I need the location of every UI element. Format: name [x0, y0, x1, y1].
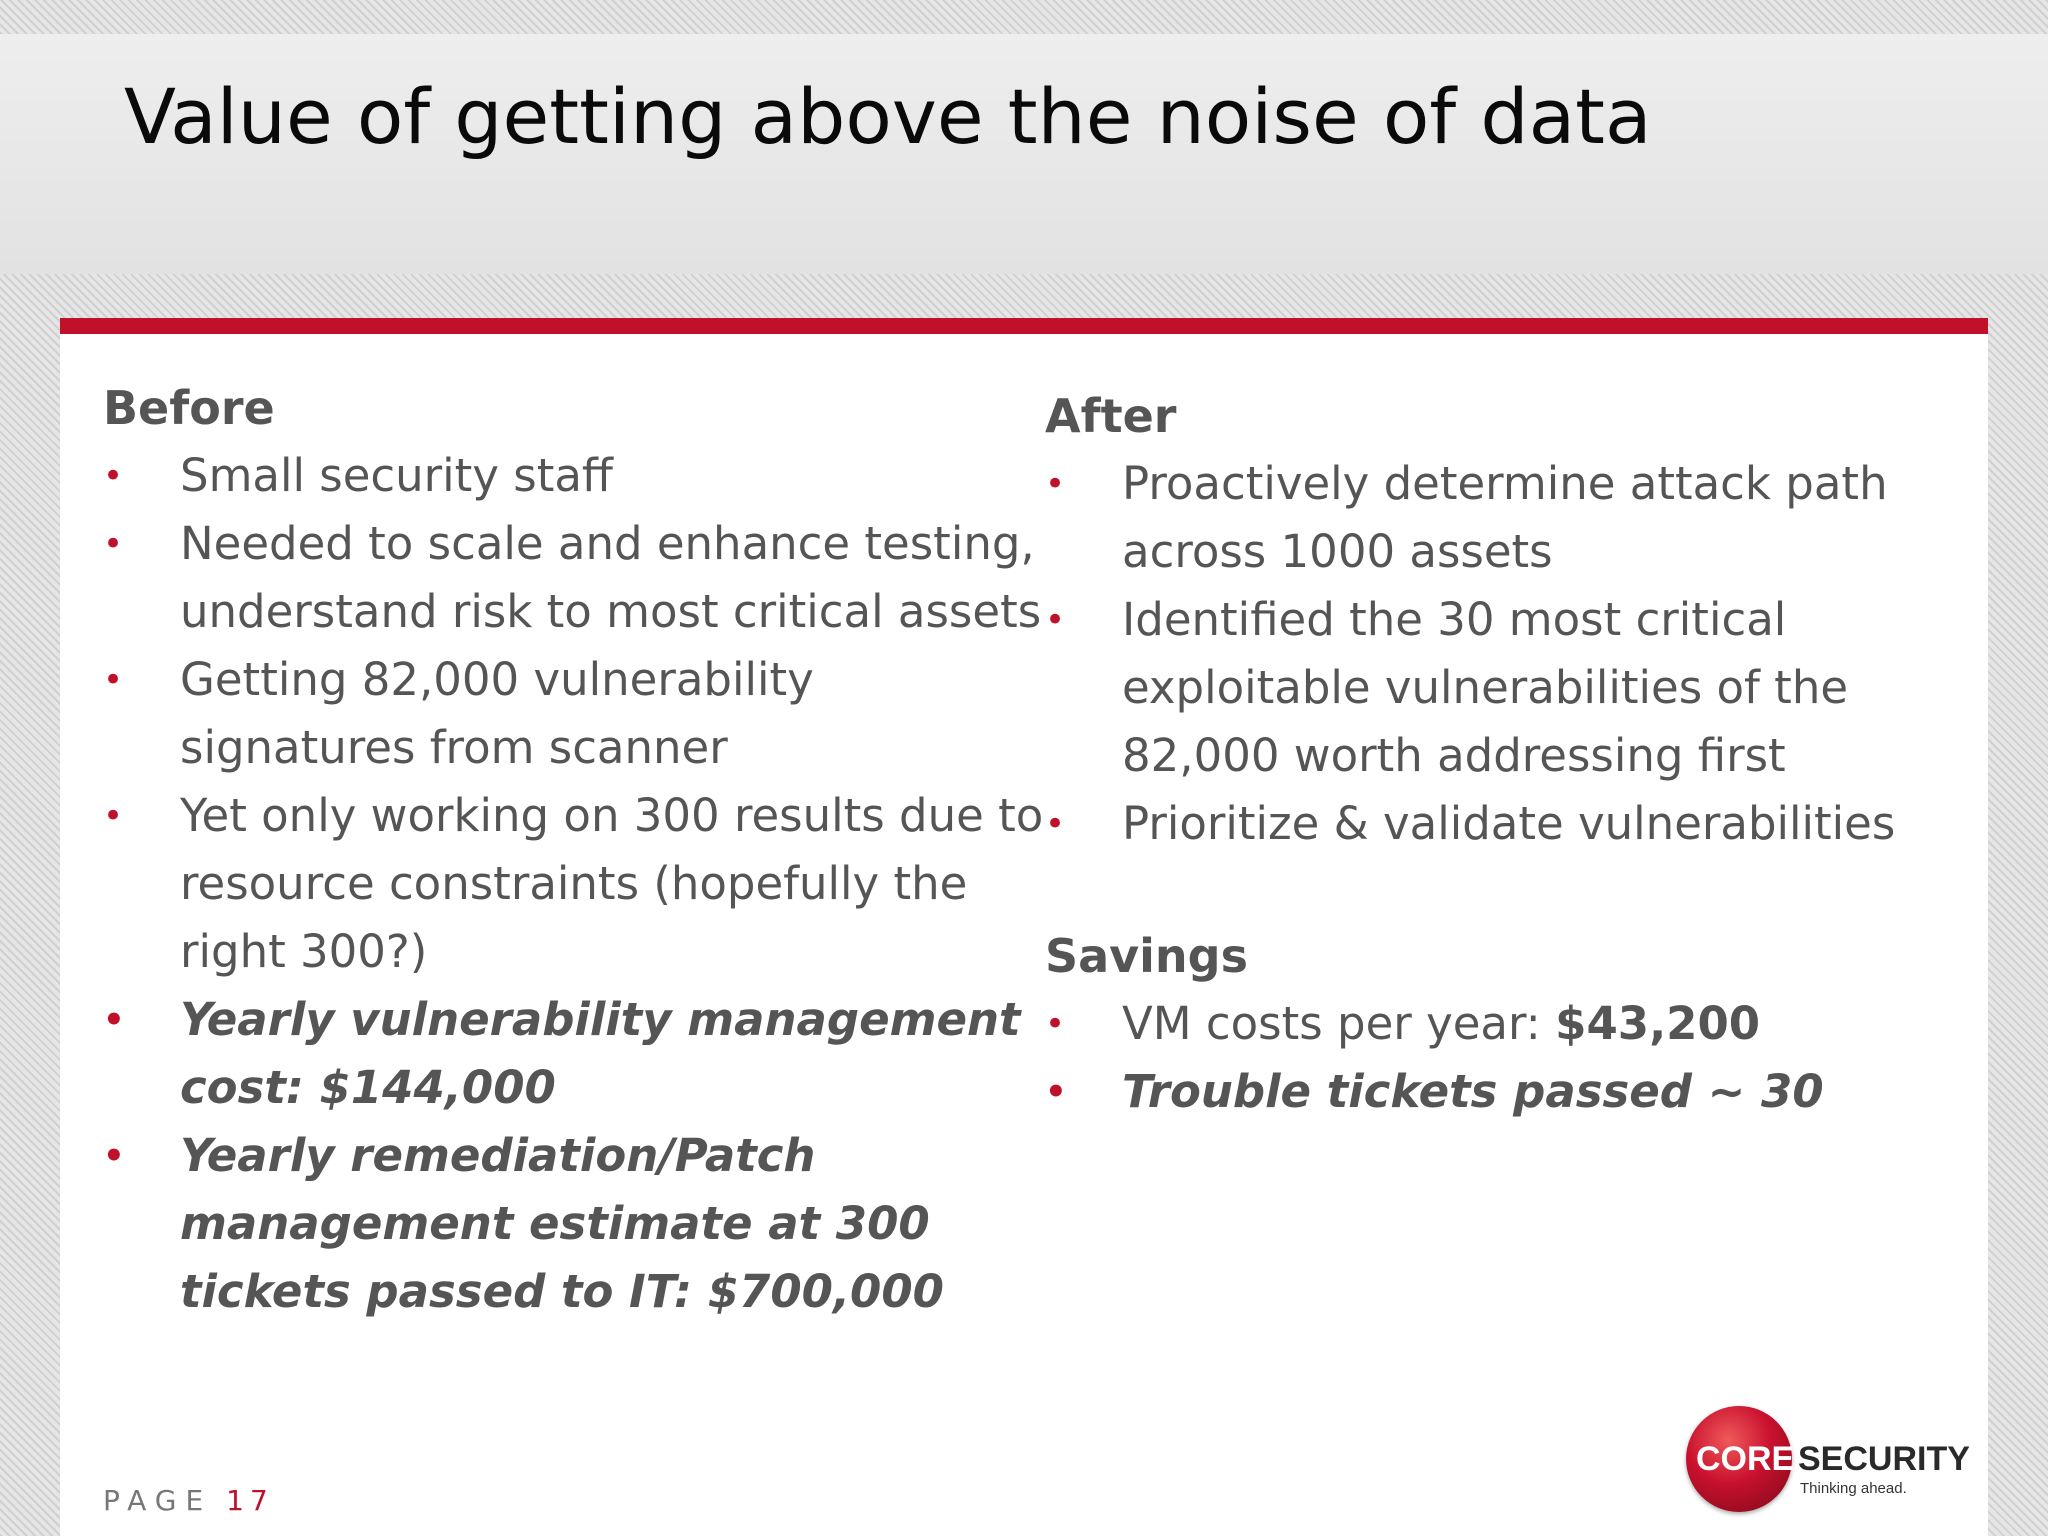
list-item-text: Identified the 30 most critical exploitable vulnerabilities of the 82,000 worth addressing first [1122, 593, 1849, 782]
list-item-text: Getting 82,000 vulnerability signatures from scanner [180, 653, 814, 774]
logo-tagline: Thinking ahead. [1800, 1480, 1907, 1497]
savings-block [1045, 922, 1985, 1126]
logo-word-core: CORE [1696, 1440, 1795, 1478]
list-item-text: Yet only working on 300 results due to resource constraints (hopefully the right 300?) [180, 789, 1044, 978]
before-heading: Before [103, 381, 275, 435]
list-item [1045, 790, 1985, 858]
before-list [103, 442, 1066, 1326]
list-item [103, 646, 1063, 782]
list-item [103, 782, 1066, 986]
core-security-logo [1686, 1404, 1970, 1514]
bullet-icon: • [103, 1000, 125, 1040]
bullet-icon: • [1045, 464, 1066, 504]
after-column [1045, 382, 1985, 1126]
vm-costs-label: VM costs per year: [1122, 997, 1556, 1050]
bullet-icon: • [103, 660, 124, 700]
list-item [1045, 1058, 1985, 1126]
bullet-icon: • [103, 1136, 125, 1176]
list-item [1045, 990, 1985, 1058]
bullet-icon: • [1045, 600, 1066, 640]
list-item [1045, 586, 1985, 790]
title-band [0, 34, 2048, 274]
after-heading: After [1045, 389, 1177, 443]
list-item [103, 510, 1063, 646]
bullet-icon: • [1045, 804, 1066, 844]
savings-heading: Savings [1045, 929, 1248, 983]
bullet-icon: • [103, 456, 124, 496]
page-number: 17 [226, 1484, 274, 1517]
list-item-text: Yearly vulnerability management cost: $144,000 [180, 993, 1021, 1114]
list-item-text: Small security staff [180, 449, 613, 502]
list-item [1045, 450, 1985, 586]
page-label: PAGE [103, 1484, 213, 1517]
bullet-icon: • [103, 796, 124, 836]
list-item-text: Proactively determine attack path across 1000 assets [1122, 457, 1888, 578]
after-list [1045, 450, 1985, 858]
list-item [103, 442, 1063, 510]
slide-title: Value of getting above the noise of data [124, 72, 1652, 161]
trouble-tickets-text: Trouble tickets passed ~ 30 [1122, 1065, 1824, 1118]
list-item [103, 1122, 1063, 1326]
page-indicator [103, 1484, 274, 1517]
logo-word-security: SECURITY [1798, 1440, 1970, 1478]
list-item [103, 986, 1066, 1122]
bullet-icon: • [103, 524, 124, 564]
list-item-text: Yearly remediation/Patch management estimate at 300 tickets passed to IT: $700,000 [180, 1129, 944, 1318]
vm-costs-value: $43,200 [1555, 997, 1761, 1050]
list-item-text: Needed to scale and enhance testing, understand risk to most critical assets [180, 517, 1042, 638]
bullet-icon: • [1045, 1004, 1066, 1044]
content-panel [60, 318, 1988, 1536]
before-column [103, 374, 1066, 1326]
savings-list [1045, 990, 1985, 1126]
list-item-text: Prioritize & validate vulnerabilities [1122, 797, 1896, 850]
bullet-icon: • [1045, 1072, 1067, 1112]
